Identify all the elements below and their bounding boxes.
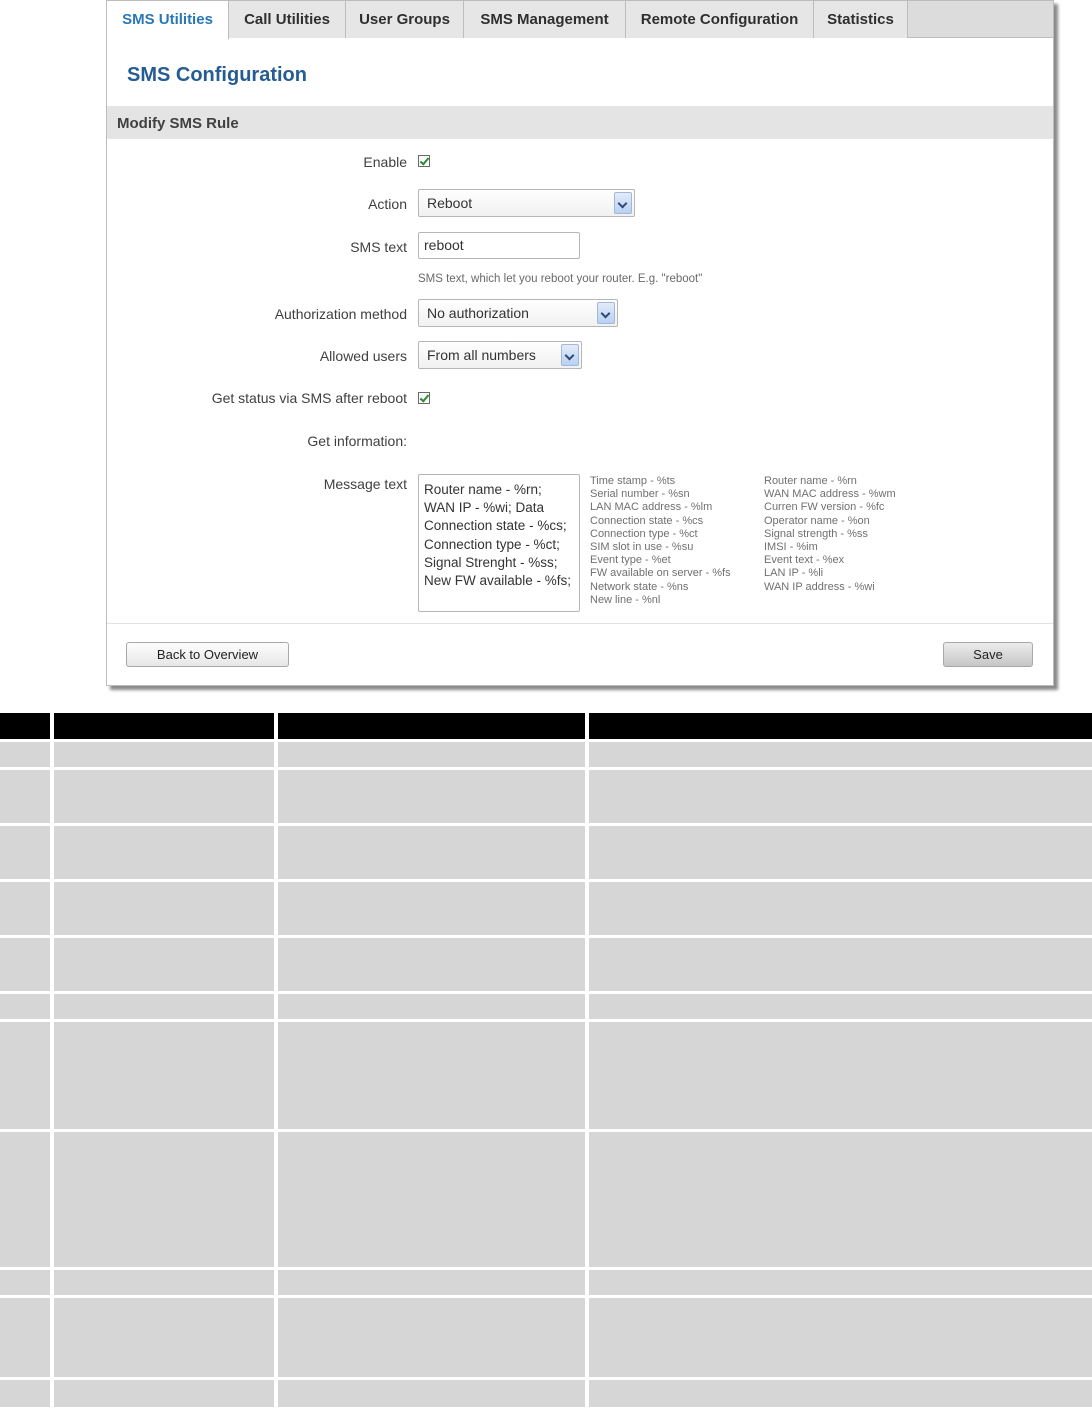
back-to-overview-button[interactable]: Back to Overview: [126, 642, 289, 667]
message-text-label: Message text: [323, 476, 407, 492]
get-status-checkbox[interactable]: [418, 392, 430, 404]
chevron-down-icon: [597, 302, 615, 324]
variable-item: Router name - %rn: [764, 475, 857, 487]
enable-label: Enable: [363, 154, 407, 170]
table-cell: [587, 825, 1092, 881]
table-cell: [0, 825, 52, 881]
get-information-label: Get information:: [307, 433, 407, 449]
table-cell: [52, 993, 276, 1021]
table-cell: [52, 1379, 276, 1407]
variable-item: WAN MAC address - %wm: [764, 488, 896, 501]
table-row: [0, 1379, 1092, 1407]
variables-list-1: [590, 475, 731, 607]
table-cell: [0, 1131, 52, 1269]
message-text-area[interactable]: [418, 474, 580, 612]
tab-sms-management[interactable]: SMS Management: [464, 1, 626, 38]
table-row: [0, 881, 1092, 937]
table-cell: [276, 1379, 587, 1407]
tab-sms-utilities[interactable]: SMS Utilities: [107, 1, 229, 39]
variable-item: Connection state - %cs: [590, 514, 704, 527]
allowed-users-label: Allowed users: [319, 348, 407, 364]
allowed-users-value: From all numbers: [427, 347, 536, 363]
message-line: WAN IP - %wi; Data: [424, 500, 545, 516]
variable-item: Signal strength - %ss: [764, 527, 868, 540]
table-cell: [0, 769, 52, 825]
action-label: Action: [368, 196, 407, 212]
variable-item: WAN IP address - %wi: [764, 580, 875, 593]
table-cell: [587, 1021, 1092, 1131]
sms-config-window: [106, 0, 1054, 686]
table-cell: [587, 1379, 1092, 1407]
table-header-row: [0, 713, 1092, 741]
table-header-cell: [0, 713, 52, 741]
message-line: Connection state - %cs;: [424, 518, 567, 534]
table-header-cell: [276, 713, 587, 741]
table-cell: [52, 937, 276, 993]
authorization-method-value: No authorization: [427, 305, 529, 321]
table-cell: [0, 741, 52, 769]
table-cell: [587, 1269, 1092, 1297]
table-cell: [276, 769, 587, 825]
table-cell: [276, 741, 587, 769]
variable-item: New line - %nl: [590, 593, 661, 606]
table-cell: [52, 1021, 276, 1131]
table-row: [0, 937, 1092, 993]
table-cell: [587, 1297, 1092, 1379]
table-row: [0, 1297, 1092, 1379]
table-cell: [0, 993, 52, 1021]
table-cell: [276, 937, 587, 993]
table-cell: [276, 1131, 587, 1269]
get-status-label: Get status via SMS after reboot: [211, 390, 407, 406]
table-cell: [0, 1297, 52, 1379]
allowed-users-select[interactable]: [418, 341, 582, 369]
tab-call-utilities[interactable]: Call Utilities: [229, 1, 346, 38]
table-cell: [0, 1021, 52, 1131]
variable-item: LAN MAC address - %lm: [590, 501, 713, 514]
table-cell: [52, 1131, 276, 1269]
table-cell: [276, 1021, 587, 1131]
table-cell: [52, 1297, 276, 1379]
variable-item: Event type - %et: [590, 554, 671, 567]
tab-statistics[interactable]: Statistics: [814, 1, 908, 38]
table-cell: [276, 993, 587, 1021]
table-cell: [0, 1269, 52, 1297]
table-cell: [276, 1269, 587, 1297]
table-row: [0, 769, 1092, 825]
table-cell: [52, 741, 276, 769]
table-cell: [587, 1131, 1092, 1269]
table-cell: [276, 881, 587, 937]
variable-item: Time stamp - %ts: [590, 475, 676, 487]
tab-user-groups[interactable]: User Groups: [346, 1, 464, 38]
sms-text-hint: SMS text, which let you reboot your router. E.g. "reboot": [418, 273, 703, 285]
variable-item: SIM slot in use - %su: [590, 541, 694, 554]
authorization-method-label: Authorization method: [274, 306, 407, 322]
table-row: [0, 741, 1092, 769]
table-row: [0, 993, 1092, 1021]
table-cell: [52, 769, 276, 825]
variables-list-2: [764, 475, 896, 594]
table-cell: [0, 881, 52, 937]
table-cell: [0, 1379, 52, 1407]
sms-text-input[interactable]: reboot: [418, 232, 580, 259]
table-cell: [0, 937, 52, 993]
tab-bar: [107, 1, 1053, 38]
enable-checkbox[interactable]: [418, 155, 430, 167]
table-header-cell: [587, 713, 1092, 741]
table-cell: [587, 881, 1092, 937]
message-line: Signal Strenght - %ss;: [424, 554, 558, 570]
variable-item: FW available on server - %fs: [590, 567, 731, 580]
page-title: SMS Configuration: [127, 64, 307, 86]
variable-item: Network state - %ns: [590, 580, 689, 593]
variable-item: Connection type - %ct: [590, 527, 698, 540]
chevron-down-icon: [561, 344, 579, 366]
sms-text-label: SMS text: [350, 239, 407, 255]
table-cell: [276, 1297, 587, 1379]
table-row: [0, 1269, 1092, 1297]
action-select[interactable]: [418, 189, 635, 217]
table-cell: [587, 769, 1092, 825]
message-line: Connection type - %ct;: [424, 536, 560, 552]
variable-item: LAN IP - %li: [764, 567, 824, 580]
variable-item: Event text - %ex: [764, 554, 845, 567]
message-line: Router name - %rn;: [424, 482, 542, 497]
table-cell: [52, 825, 276, 881]
table-cell: [276, 825, 587, 881]
variable-item: Curren FW version - %fc: [764, 501, 885, 514]
variable-item: IMSI - %im: [764, 541, 818, 554]
section-header: Modify SMS Rule: [107, 106, 1053, 139]
variable-item: Serial number - %sn: [590, 488, 690, 501]
table-header-cell: [52, 713, 276, 741]
table-cell: [52, 881, 276, 937]
parameters-table: [0, 713, 1092, 1407]
tab-remote-configuration[interactable]: Remote Configuration: [626, 1, 814, 38]
table-cell: [587, 993, 1092, 1021]
action-select-value: Reboot: [427, 195, 473, 211]
chevron-down-icon: [614, 192, 632, 214]
variable-item: Operator name - %on: [764, 514, 870, 527]
table-cell: [52, 1269, 276, 1297]
message-line: New FW available - %fs;: [424, 573, 572, 589]
save-button[interactable]: Save: [943, 642, 1033, 667]
authorization-method-select[interactable]: [418, 299, 618, 327]
table-row: [0, 1131, 1092, 1269]
table-cell: [587, 741, 1092, 769]
table-row: [0, 1021, 1092, 1131]
table-cell: [587, 937, 1092, 993]
table-row: [0, 825, 1092, 881]
